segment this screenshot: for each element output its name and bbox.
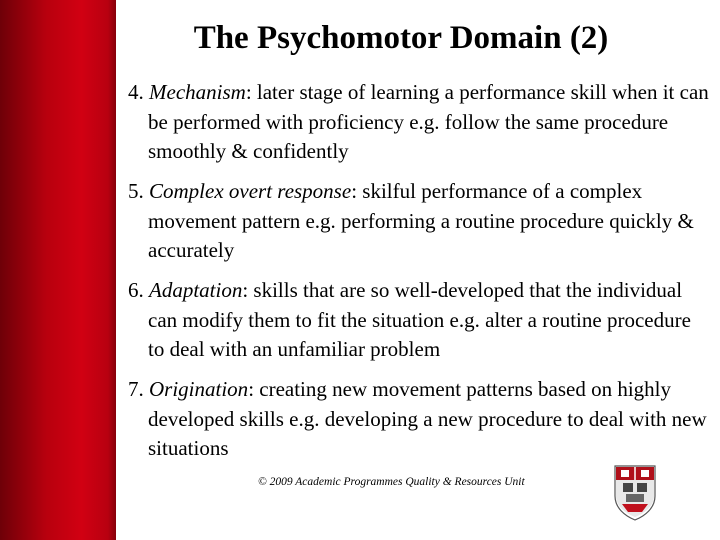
list-item-adaptation [128,276,712,365]
item-term: Adaptation [149,278,243,302]
item-number: 6. [128,278,144,302]
item-description: : skilful performance of a complex movement pattern e.g. performing a routine procedure quickly & accurately [148,179,694,262]
item-term: Mechanism [149,80,246,104]
item-description: : skills that are so well-developed that the individual can modify them to fit the situation e.g. alter a routine procedure to deal with an unfamiliar problem [148,278,691,361]
copyright-footer: © 2009 Academic Programmes Quality & Resources Unit [258,476,525,488]
red-sidebar-bar [0,0,116,540]
sidebar-shadow [108,0,116,540]
university-crest-icon [612,462,658,522]
list-item-complex-overt-response [128,177,712,266]
item-number: 4. [128,80,144,104]
slide-title: The Psychomotor Domain (2) [193,20,609,56]
item-number: 7. [128,377,144,401]
item-number: 5. [128,179,144,203]
item-term: Origination [149,377,249,401]
item-description: : creating new movement patterns based on highly developed skills e.g. developing a new procedure to deal with new situations [148,377,707,460]
item-list [128,78,712,474]
list-item-origination [128,375,712,464]
item-description: : later stage of learning a performance skill when it can be performed with proficiency e.g. follow the same procedure smoothly & confidently [148,80,709,163]
list-item-mechanism [128,78,712,167]
item-term: Complex overt response [149,179,352,203]
